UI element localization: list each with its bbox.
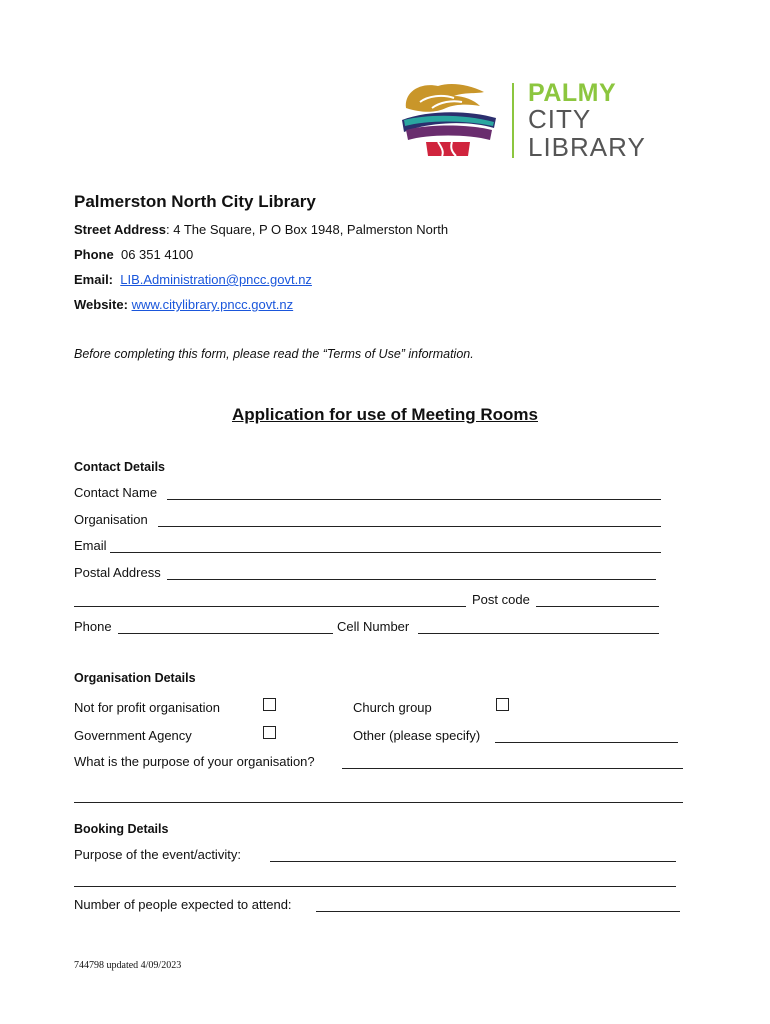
- email-row: [74, 272, 312, 287]
- website-link[interactable]: www.citylibrary.pncc.govt.nz: [131, 297, 294, 312]
- cell-number-label: Cell Number: [337, 619, 410, 634]
- contact-details-heading: Contact Details: [74, 460, 165, 474]
- organisation-field[interactable]: [158, 526, 661, 527]
- form-title: Application for use of Meeting Rooms: [231, 405, 538, 424]
- postal-address-line2-field[interactable]: [74, 606, 466, 607]
- church-group-label: Church group: [353, 700, 432, 715]
- email-link[interactable]: LIB.Administration@pncc.govt.nz: [120, 272, 312, 287]
- postal-address-label: Postal Address: [74, 565, 161, 580]
- logo-divider: [512, 83, 514, 158]
- government-agency-label: Government Agency: [74, 728, 192, 743]
- phone-field[interactable]: [118, 633, 333, 634]
- people-expected-label: Number of people expected to attend:: [74, 897, 292, 912]
- not-for-profit-label: Not for profit organisation: [74, 700, 220, 715]
- people-expected-field[interactable]: [316, 911, 680, 912]
- brand-palmy: PALMY: [528, 79, 617, 107]
- phone-value: 06 351 4100: [120, 247, 194, 262]
- email-field[interactable]: [110, 552, 661, 553]
- church-group-checkbox[interactable]: [496, 698, 509, 711]
- phone-label: Phone: [74, 247, 114, 262]
- other-specify-field[interactable]: [495, 742, 678, 743]
- phone-field-label: Phone: [74, 619, 112, 634]
- purpose-question-field[interactable]: [342, 768, 683, 769]
- contact-name-field[interactable]: [167, 499, 661, 500]
- post-code-field[interactable]: [536, 606, 659, 607]
- footer-revision: 744798 updated 4/09/2023: [74, 960, 182, 971]
- contact-name-label: Contact Name: [74, 485, 158, 500]
- not-for-profit-checkbox[interactable]: [263, 698, 276, 711]
- organisation-details-heading: Organisation Details: [74, 671, 196, 685]
- organisation-label: Organisation: [74, 512, 148, 527]
- purpose-event-label: Purpose of the event/activity:: [74, 847, 241, 862]
- other-specify-label: Other (please specify): [353, 728, 481, 743]
- website-label: Website:: [74, 297, 128, 312]
- cell-number-field[interactable]: [418, 633, 659, 634]
- street-address-row: [74, 222, 448, 237]
- purpose-question-label: What is the purpose of your organisation?: [74, 754, 315, 769]
- government-agency-checkbox[interactable]: [263, 726, 276, 739]
- post-code-label: Post code: [472, 592, 530, 607]
- purpose-event-line2-field[interactable]: [74, 886, 676, 887]
- booking-details-heading: Booking Details: [74, 822, 169, 836]
- purpose-event-field[interactable]: [270, 861, 676, 862]
- phone-row: [74, 247, 193, 262]
- email-label: Email:: [74, 272, 114, 287]
- org-name: Palmerston North City Library: [74, 192, 316, 211]
- brand-city: CITY: [528, 104, 592, 134]
- website-row: [74, 297, 293, 312]
- street-label: Street Address: [74, 222, 166, 237]
- purpose-question-line2-field[interactable]: [74, 802, 683, 803]
- street-value: : 4 The Square, P O Box 1948, Palmerston North: [166, 222, 449, 237]
- postal-address-field[interactable]: [167, 579, 656, 580]
- email-field-label: Email: [74, 538, 107, 553]
- terms-note: Before completing this form, please read the “Terms of Use” information.: [74, 347, 474, 361]
- brand-library: LIBRARY: [528, 132, 646, 162]
- library-logo: [398, 80, 498, 160]
